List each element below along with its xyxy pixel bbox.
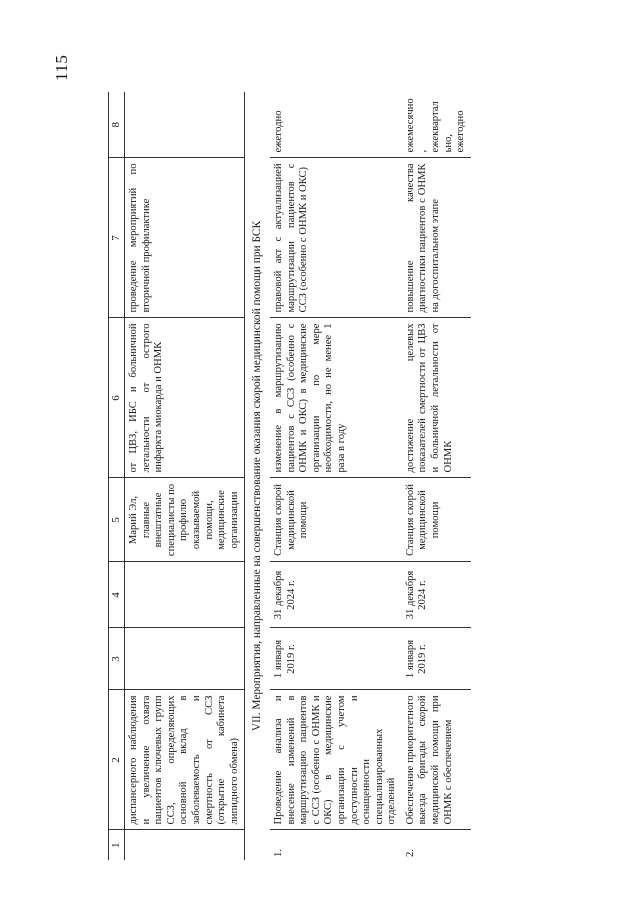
measure-text: Проведение анализа и внесение изменений в маршрутизацию пациентов с ССЗ (особенно с ОНМК и ОКС) в медицинские организации с учетом доступности и оснащенности специализированных отделений: [270, 690, 402, 830]
indicator-text: от ЦВЗ, ИБС и больничной летальности от острого инфаркта миокарда и ОНМК: [125, 318, 245, 478]
row-number: 2.: [404, 849, 416, 857]
end-date: 31 декабря 2024 г.: [270, 562, 402, 628]
column-header: 7: [109, 158, 125, 318]
table-row: [402, 92, 471, 860]
start-date: 1 января 2019 г.: [402, 628, 471, 690]
column-header: 2: [109, 690, 125, 830]
indicator-text: достижение целевых показателей смертности от ЦВЗ и больничной летальности от ОНМК: [402, 318, 471, 478]
column-header: 6: [109, 318, 125, 478]
frequency-text: ежегодно: [270, 92, 402, 158]
result-text: проведение мероприятий по вторичной профилактике: [125, 158, 245, 318]
result-text: повышение качества диагностики пациентов с ОНМК на догоспитальном этапе: [402, 158, 471, 318]
column-numbers-row: [109, 92, 125, 860]
frequency-text: ежемесячно, ежеквартально, ежегодно: [402, 92, 471, 158]
page-number: 115: [52, 54, 71, 81]
row-number: 1.: [272, 849, 284, 857]
responsible-text: Станция скорой медицинской помощи: [402, 478, 471, 562]
measure-text: диспансерного наблюдения и увеличение охвата пациентов ключевых групп ССЗ, определяющих основной вклад в заболеваемость и смертность от ССЗ (открытие кабинета липидного обмена): [125, 690, 245, 830]
measures-table: [108, 92, 471, 860]
table-row: [270, 92, 402, 860]
section-heading-row: [245, 92, 270, 860]
section-title: VII. Мероприятия, направленные на совершенствование оказания скорой медицинской помощи при БСК: [251, 220, 264, 732]
table-row: [125, 92, 245, 860]
column-header: 5: [109, 478, 125, 562]
column-header: 3: [109, 628, 125, 690]
column-header: 8: [109, 92, 125, 158]
column-header: 1: [109, 830, 125, 860]
responsible-text: Марий Эл, главные внештатные специалисты по профилю оказываемой помощи, медицинские организации: [125, 478, 245, 562]
responsible-text: Станция скорой медицинской помощи: [270, 478, 402, 562]
start-date: 1 января 2019 г.: [270, 628, 402, 690]
end-date: 31 декабря 2024 г.: [402, 562, 471, 628]
rotated-page-content: [108, 92, 508, 860]
measure-text: Обеспечение приоритетного выезда бригады скорой медицинской помощи при ОНМК с обеспечением: [402, 690, 471, 830]
column-header: 4: [109, 562, 125, 628]
result-text: правовой акт с актуализацией маршрутизации пациентов с ССЗ (особенно с ОНМК и ОКС): [270, 158, 402, 318]
indicator-text: изменение в маршрутизацию пациентов с ССЗ (особенно с ОНМК и ОКС) в медицинские организации по мере необходимости, но не менее 1 раза в году: [270, 318, 402, 478]
